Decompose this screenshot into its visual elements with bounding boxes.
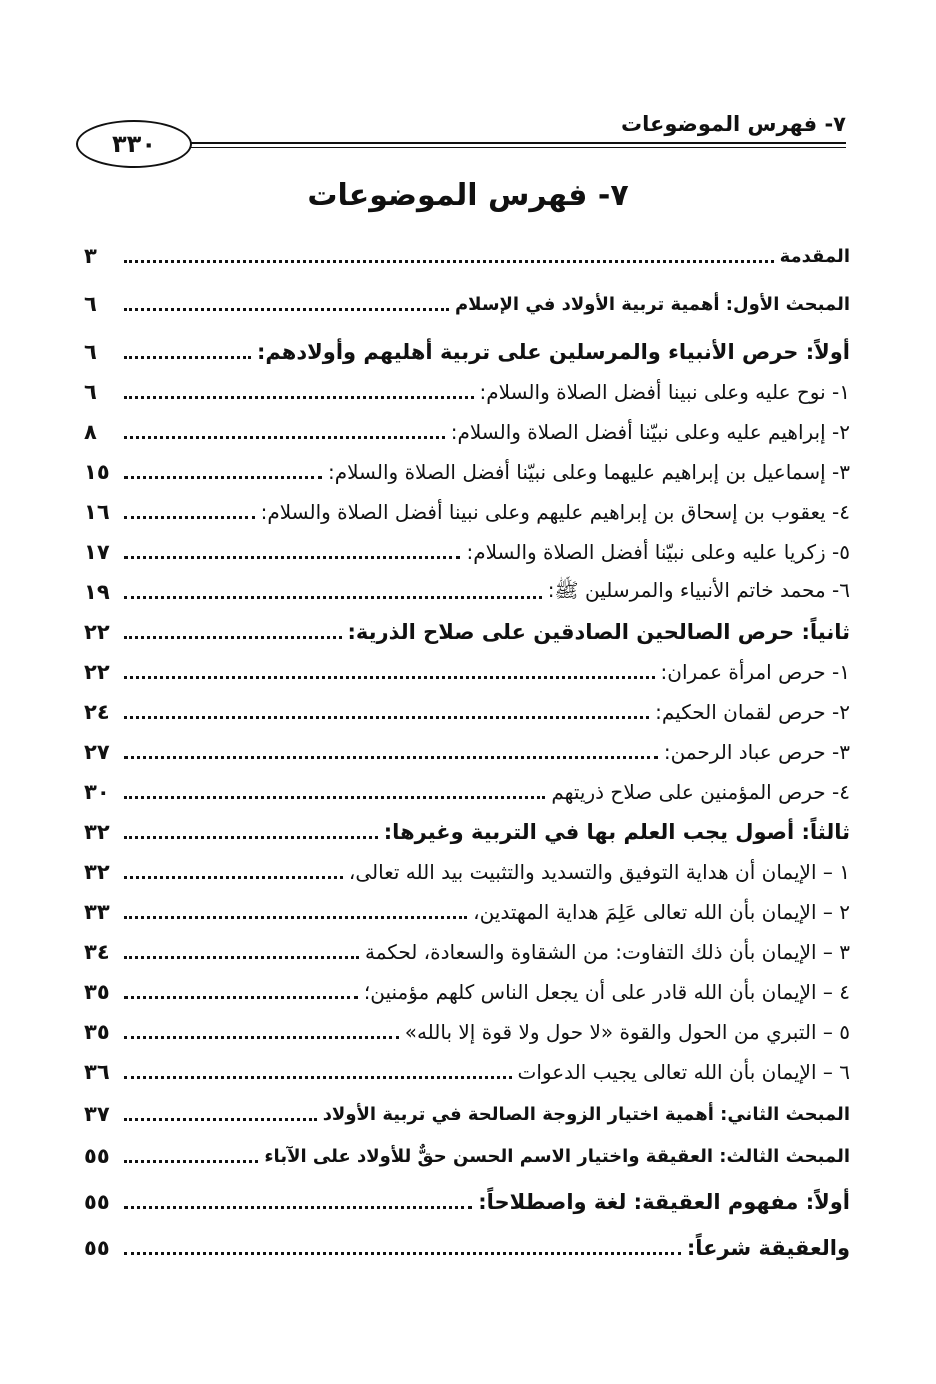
dot-leader bbox=[124, 756, 658, 759]
toc-entry-page: ٣٦ bbox=[84, 1060, 110, 1084]
toc-entry bbox=[84, 572, 850, 612]
dot-leader bbox=[124, 996, 358, 999]
toc-entry bbox=[84, 932, 850, 972]
toc-entry bbox=[84, 652, 850, 692]
toc-entry-page: ٣٥ bbox=[84, 980, 110, 1004]
toc-entry-page: ٢٢ bbox=[84, 660, 110, 684]
toc-entry bbox=[84, 412, 850, 452]
toc-entry bbox=[84, 612, 850, 652]
toc-entry bbox=[84, 236, 850, 276]
toc-entry-title: المبحث الثاني: أهمية اختيار الزوجة الصالحة في تربية الأولاد bbox=[322, 1103, 850, 1125]
toc-entry-title: والعقيقة شرعاً: bbox=[686, 1236, 850, 1260]
dot-leader bbox=[124, 516, 255, 519]
toc-entry-title: ٢- حرص لقمان الحكيم: bbox=[655, 700, 850, 724]
toc-entry-page: ٥٥ bbox=[84, 1236, 110, 1260]
page-title: ٧- فهرس الموضوعات bbox=[307, 178, 629, 213]
dot-leader bbox=[124, 1206, 472, 1209]
toc-entry-title: المبحث الأول: أهمية تربية الأولاد في الإسلام bbox=[454, 293, 850, 315]
running-header bbox=[80, 112, 846, 162]
toc-entry-title: ٥- زكريا عليه وعلى نبيّنا أفضل الصلاة والسلام: bbox=[466, 540, 850, 564]
toc-entry bbox=[84, 372, 850, 412]
toc-entry bbox=[84, 812, 850, 852]
toc-entry-page: ٣٣ bbox=[84, 900, 110, 924]
toc-entry-title: ١- نوح عليه وعلى نبينا أفضل الصلاة والسلام: bbox=[479, 380, 850, 404]
toc-entry-page: ٥٥ bbox=[84, 1190, 110, 1214]
toc-entry bbox=[84, 284, 850, 324]
toc-entry bbox=[84, 532, 850, 572]
header-rule bbox=[80, 142, 846, 144]
dot-leader bbox=[124, 396, 474, 399]
dot-leader bbox=[124, 1036, 399, 1039]
dot-leader bbox=[124, 596, 542, 599]
header-rule-thin bbox=[80, 147, 846, 148]
toc-entry-page: ٣٤ bbox=[84, 940, 110, 964]
toc-entry bbox=[84, 1136, 850, 1176]
toc-entry-page: ٦ bbox=[84, 340, 97, 364]
toc-entry bbox=[84, 1182, 850, 1222]
toc-entry-page: ٦ bbox=[84, 380, 97, 404]
toc-entry-title: ١- حرص امرأة عمران: bbox=[660, 660, 850, 684]
toc-entry-title: ١ – الإيمان أن هداية التوفيق والتسديد والتثبيت بيد الله تعالى، bbox=[348, 860, 850, 884]
dot-leader bbox=[124, 716, 649, 719]
dot-leader bbox=[124, 916, 467, 919]
toc-entry bbox=[84, 492, 850, 532]
toc-entry-page: ٣ bbox=[84, 244, 97, 268]
toc-entry bbox=[84, 1052, 850, 1092]
toc-entry-page: ٢٧ bbox=[84, 740, 110, 764]
toc-entry-page: ١٩ bbox=[84, 580, 110, 604]
toc-entry-title: ٥ – التبري من الحول والقوة «لا حول ولا قوة إلا بالله» bbox=[404, 1020, 850, 1044]
dot-leader bbox=[124, 476, 322, 479]
toc-entry bbox=[84, 772, 850, 812]
dot-leader bbox=[124, 556, 460, 559]
toc-entry-title: ٤- حرص المؤمنين على صلاح ذريتهم bbox=[551, 780, 850, 804]
toc-entry-title: ٤- يعقوب بن إسحاق بن إبراهيم عليهم وعلى نبينا أفضل الصلاة والسلام: bbox=[260, 500, 850, 524]
dot-leader bbox=[124, 436, 445, 439]
toc-entry-title: المبحث الثالث: العقيقة واختيار الاسم الحسن حقٌّ للأولاد على الآباء bbox=[264, 1145, 850, 1167]
toc-entry-title: ٢ – الإيمان بأن الله تعالى عَلِمَ هداية المهتدين، bbox=[473, 900, 850, 924]
dot-leader bbox=[124, 1252, 681, 1255]
toc-entry-page: ٣٢ bbox=[84, 820, 110, 844]
toc-entry bbox=[84, 452, 850, 492]
toc-entry-title: ٦ – الإيمان بأن الله تعالى يجيب الدعوات bbox=[517, 1060, 850, 1084]
dot-leader bbox=[124, 260, 774, 263]
toc-entry bbox=[84, 692, 850, 732]
dot-leader bbox=[124, 676, 655, 679]
dot-leader bbox=[124, 956, 359, 959]
toc-entry bbox=[84, 1012, 850, 1052]
toc-entry-page: ١٧ bbox=[84, 540, 110, 564]
dot-leader bbox=[124, 836, 378, 839]
toc-entry-page: ٣٢ bbox=[84, 860, 110, 884]
toc-entry-title: ٢- إبراهيم عليه وعلى نبيّنا أفضل الصلاة والسلام: bbox=[450, 420, 850, 444]
dot-leader bbox=[124, 1118, 317, 1121]
toc-entry-page: ١٦ bbox=[84, 500, 110, 524]
toc-entry bbox=[84, 892, 850, 932]
toc-entry-title: ٦- محمد خاتم الأنبياء والمرسلين ﷺ: bbox=[547, 577, 850, 602]
toc-entry-page: ١٥ bbox=[84, 460, 110, 484]
toc-entry bbox=[84, 332, 850, 372]
toc-entry-title: المقدمة bbox=[779, 245, 850, 267]
dot-leader bbox=[124, 1160, 258, 1163]
dot-leader bbox=[124, 876, 343, 879]
dot-leader bbox=[124, 1076, 512, 1079]
toc-entry bbox=[84, 972, 850, 1012]
toc-entry-title: أولاً: حرص الأنبياء والمرسلين على تربية أهليهم وأولادهم: bbox=[256, 340, 850, 364]
toc-entry-page: ٣٧ bbox=[84, 1102, 110, 1126]
toc-entry-title: ٣- حرص عباد الرحمن: bbox=[663, 740, 850, 764]
toc-entry-page: ٣٥ bbox=[84, 1020, 110, 1044]
dot-leader bbox=[124, 356, 251, 359]
dot-leader bbox=[124, 796, 545, 799]
toc-entry-page: ٦ bbox=[84, 292, 97, 316]
page-number-badge: ٣٣٠ bbox=[76, 120, 192, 168]
toc-entry-title: ٤ – الإيمان بأن الله قادر على أن يجعل الناس كلهم مؤمنين؛ bbox=[363, 980, 850, 1004]
toc-entry-page: ٢٢ bbox=[84, 620, 110, 644]
toc-entry-title: ٣ – الإيمان بأن ذلك التفاوت: من الشقاوة والسعادة، لحكمة bbox=[364, 940, 850, 964]
toc-entry-page: ٣٠ bbox=[84, 780, 110, 804]
toc-entry bbox=[84, 732, 850, 772]
toc-entry-page: ٥٥ bbox=[84, 1144, 110, 1168]
dot-leader bbox=[124, 636, 342, 639]
toc-entry-title: ٣- إسماعيل بن إبراهيم عليهما وعلى نبيّنا أفضل الصلاة والسلام: bbox=[328, 460, 850, 484]
toc-entry-title: ثانياً: حرص الصالحين الصادقين على صلاح الذرية: bbox=[347, 620, 850, 644]
dot-leader bbox=[124, 308, 449, 311]
toc-entry-title: أولاً: مفهوم العقيقة: لغة واصطلاحاً: bbox=[478, 1190, 850, 1214]
toc-entry bbox=[84, 852, 850, 892]
toc-entry-page: ٢٤ bbox=[84, 700, 110, 724]
toc-entry-title: ثالثاً: أصول يجب العلم بها في التربية وغيرها: bbox=[383, 820, 850, 844]
toc-entry bbox=[84, 1228, 850, 1268]
toc-entry-page: ٨ bbox=[84, 420, 97, 444]
toc-entry bbox=[84, 1094, 850, 1134]
running-title: ٧- فهرس الموضوعات bbox=[621, 112, 846, 136]
